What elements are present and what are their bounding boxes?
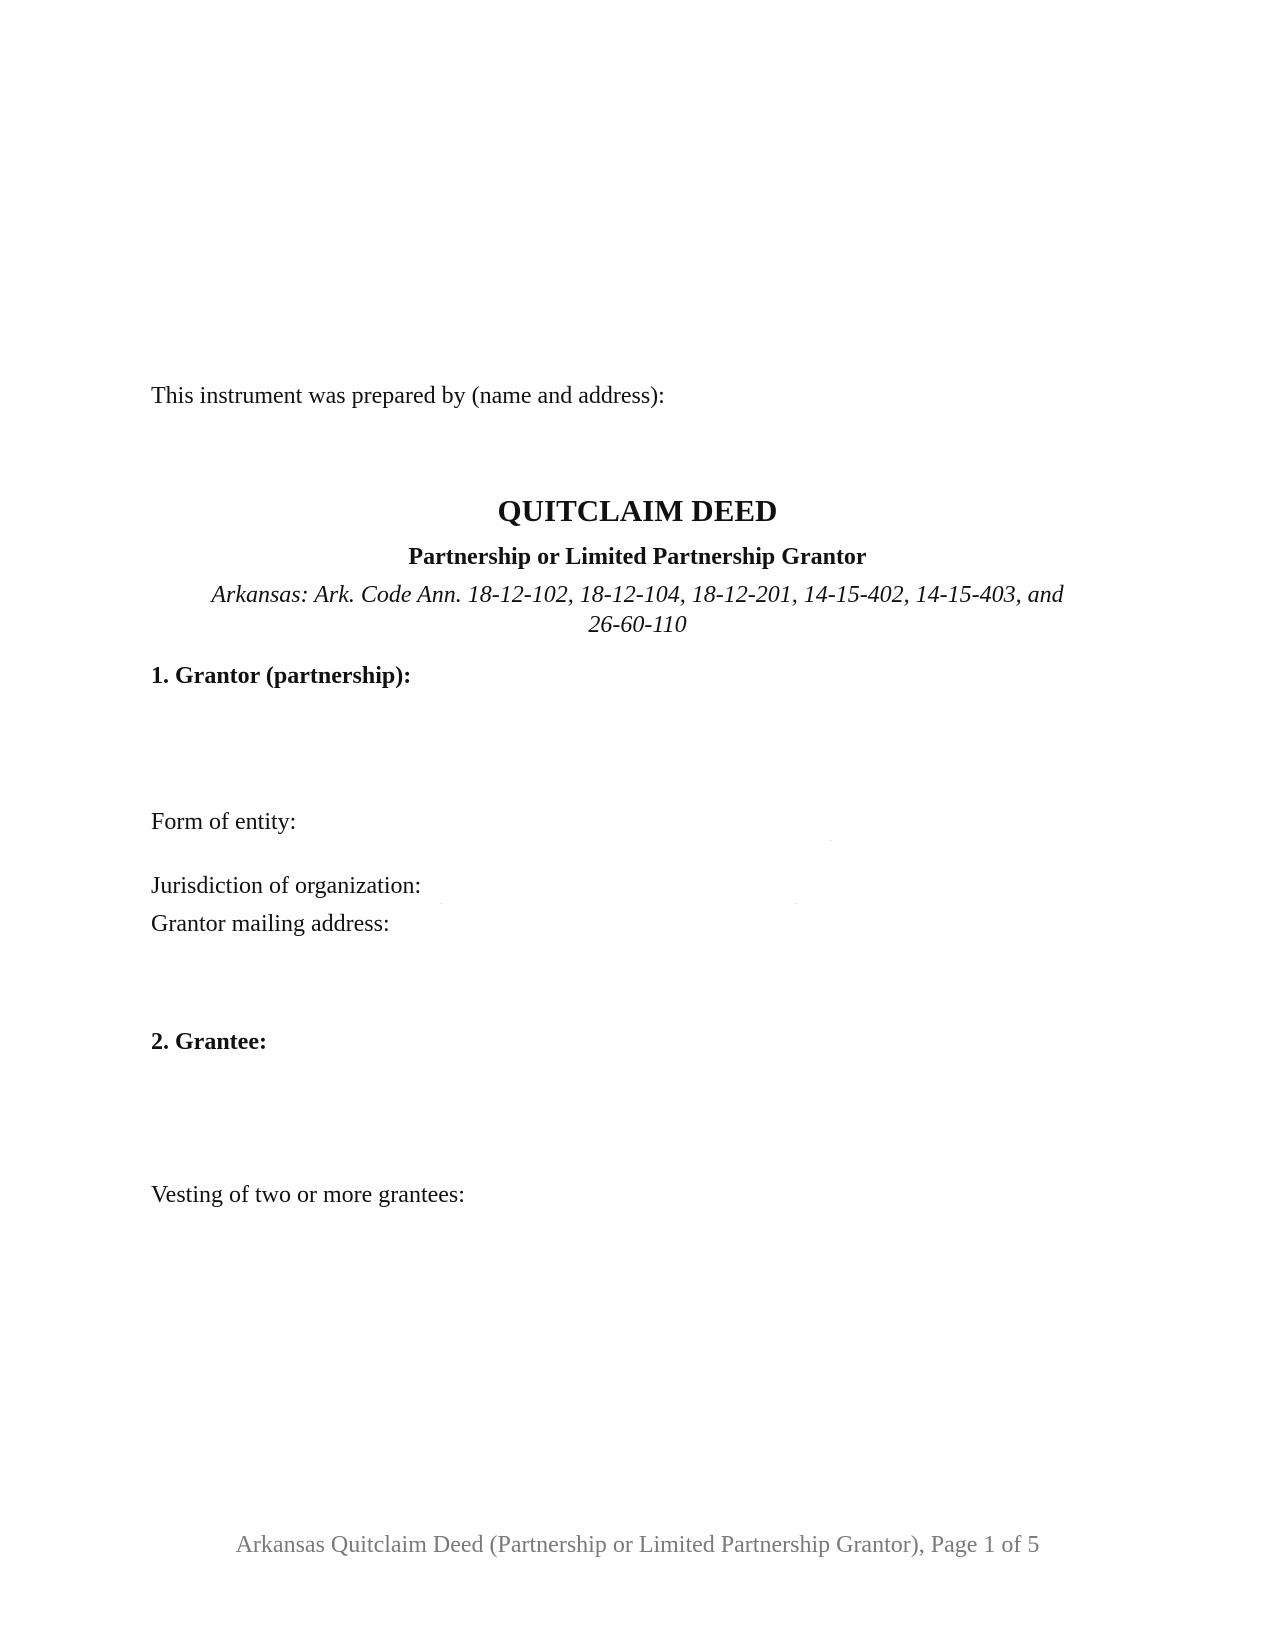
statute-citation-line-1: Arkansas: Ark. Code Ann. 18-12-102, 18-12-104, 18-12-201, 14-15-402, 14-15-403, and [211, 582, 1064, 608]
statute-citation-line-2: 26-60-110 [588, 612, 687, 638]
vesting-label: Vesting of two or more grantees: [151, 1182, 465, 1208]
document-subtitle: Partnership or Limited Partnership Grantor [408, 544, 867, 570]
scan-speck [830, 840, 831, 841]
form-of-entity-label: Form of entity: [151, 809, 297, 835]
page-footer: Arkansas Quitclaim Deed (Partnership or Limited Partnership Grantor), Page 1 of 5 [235, 1532, 1040, 1558]
document-title: QUITCLAIM DEED [497, 493, 778, 528]
scan-speck [796, 903, 797, 904]
grantor-section-heading: 1. Grantor (partnership): [151, 663, 412, 689]
scan-speck [441, 903, 442, 904]
prepared-by-label: This instrument was prepared by (name and address): [151, 383, 665, 409]
jurisdiction-label: Jurisdiction of organization: [151, 873, 422, 899]
statute-citation [151, 580, 1124, 640]
grantee-section-heading: 2. Grantee: [151, 1029, 267, 1055]
grantor-mailing-address-label: Grantor mailing address: [151, 911, 390, 937]
